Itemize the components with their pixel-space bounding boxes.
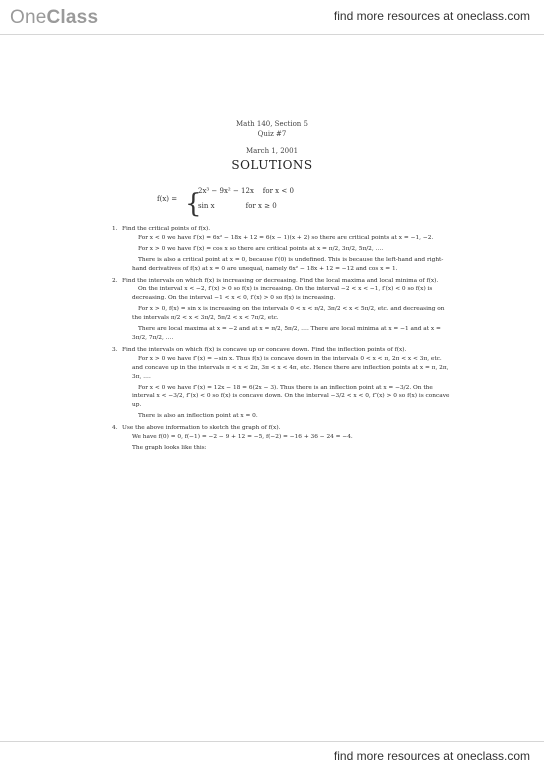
question-4 — [112, 424, 450, 453]
course-line: Math 140, Section 5 — [235, 120, 308, 128]
top-resources-link[interactable]: find more resources at oneclass.com — [333, 9, 530, 23]
answer-paragraph: For x > 0, f(x) = sin x is increasing on the intervals 0 < x < π/2, 3π/2 < x < 5π/2, etc. and decreasing on the intervals π/2 < x < 3π/2, 5π/2 < x < 7π/2, etc. — [132, 306, 445, 322]
piecewise-brace: { — [185, 189, 202, 219]
solution-body — [112, 225, 450, 456]
answer-paragraph: The graph looks like this: — [132, 444, 207, 451]
question-text: Find the critical points of f(x). — [122, 226, 211, 232]
quiz-line: Quiz #7 — [257, 130, 287, 138]
question-2 — [112, 277, 450, 343]
question-number: 2. — [112, 277, 118, 284]
document-page — [0, 34, 544, 741]
question-number: 1. — [112, 226, 118, 232]
answer-paragraph: There is also a critical point at x = 0, because f′(0) is undefined. This is because the left-hand and right-hand derivatives of f(x) at x = 0 are unequal, namely 6x² − 18x + 12 = −12 and cos x = 1. — [132, 256, 444, 272]
logo-part-class: Class — [46, 7, 99, 28]
answer-paragraph: We have f(0) = 0, f(−1) = −2 − 9 + 12 = −5, f(−2) = −16 + 36 − 24 = −4. — [132, 434, 353, 441]
logo-part-one: One — [10, 7, 47, 28]
answer-paragraph: On the interval x < −2, f′(x) > 0 so f(x) is increasing. On the interval −2 < x < −1, f′(x) < 0 so f(x) is decreasing. On the interval −1 < x < 0, f′(x) > 0 so f(x) is increasing. — [132, 286, 433, 302]
question-text: Find the intervals on which f(x) is concave up or concave down. Find the inflection points of f(x). — [122, 346, 407, 353]
bottom-banner — [0, 741, 544, 770]
answer-paragraph: There is also an inflection point at x = 0. — [138, 413, 258, 420]
date-line: March 1, 2001 — [245, 147, 299, 155]
question-number: 4. — [112, 425, 118, 432]
answer-paragraph: For x < 0 we have f′(x) = 6x² − 18x + 12 = 6(x − 1)(x + 2) so there are critical points at x = −1, −2. — [138, 234, 434, 241]
piecewise-case-1: 2x³ − 9x² − 12x for x < 0 — [198, 187, 294, 195]
question-1 — [112, 225, 450, 274]
answer-paragraph: For x > 0 we have f″(x) = −sin x. Thus f(x) is concave down in the intervals 0 < x < π, 2π < x < 3π, etc. and concave up in the intervals π < x < 2π, 3π < x < 4π, etc. Hence there are inflection points at x = π, 2π, 3π, …. — [132, 355, 449, 380]
function-label: f(x) = — [157, 195, 178, 203]
piecewise-case-2: sin x for x ≥ 0 — [198, 202, 277, 210]
answer-paragraph: For x < 0 we have f″(x) = 12x − 18 = 6(2x − 3). Thus there is an inflection point at x = −3/2. On the interval x < −3/2, f″(x) < 0 so f(x) is concave down. On the interval −3/2 < x < 0, f″(x) > 0 so f(x) is concave up. — [132, 384, 450, 409]
answer-paragraph: There are local maxima at x = −2 and at x = π/2, 5π/2, …. There are local minima at x = −1 and at x = 3π/2, 7π/2, …. — [132, 326, 441, 341]
solutions-title: SOLUTIONS — [231, 158, 313, 172]
answer-paragraph: For x > 0 we have f′(x) = cos x so there are critical points at x = π/2, 3π/2, 5π/2, …. — [138, 245, 384, 252]
question-text: Find the intervals on which f(x) is increasing or decreasing. Find the local maxima and local minima of f(x). — [122, 277, 439, 284]
bottom-resources-link[interactable]: find more resources at oneclass.com — [333, 749, 530, 763]
question-text: Use the above information to sketch the graph of f(x). — [122, 425, 281, 432]
question-3 — [112, 346, 450, 421]
top-banner — [0, 0, 544, 35]
oneclass-logo[interactable] — [10, 7, 98, 29]
question-number: 3. — [112, 346, 118, 353]
